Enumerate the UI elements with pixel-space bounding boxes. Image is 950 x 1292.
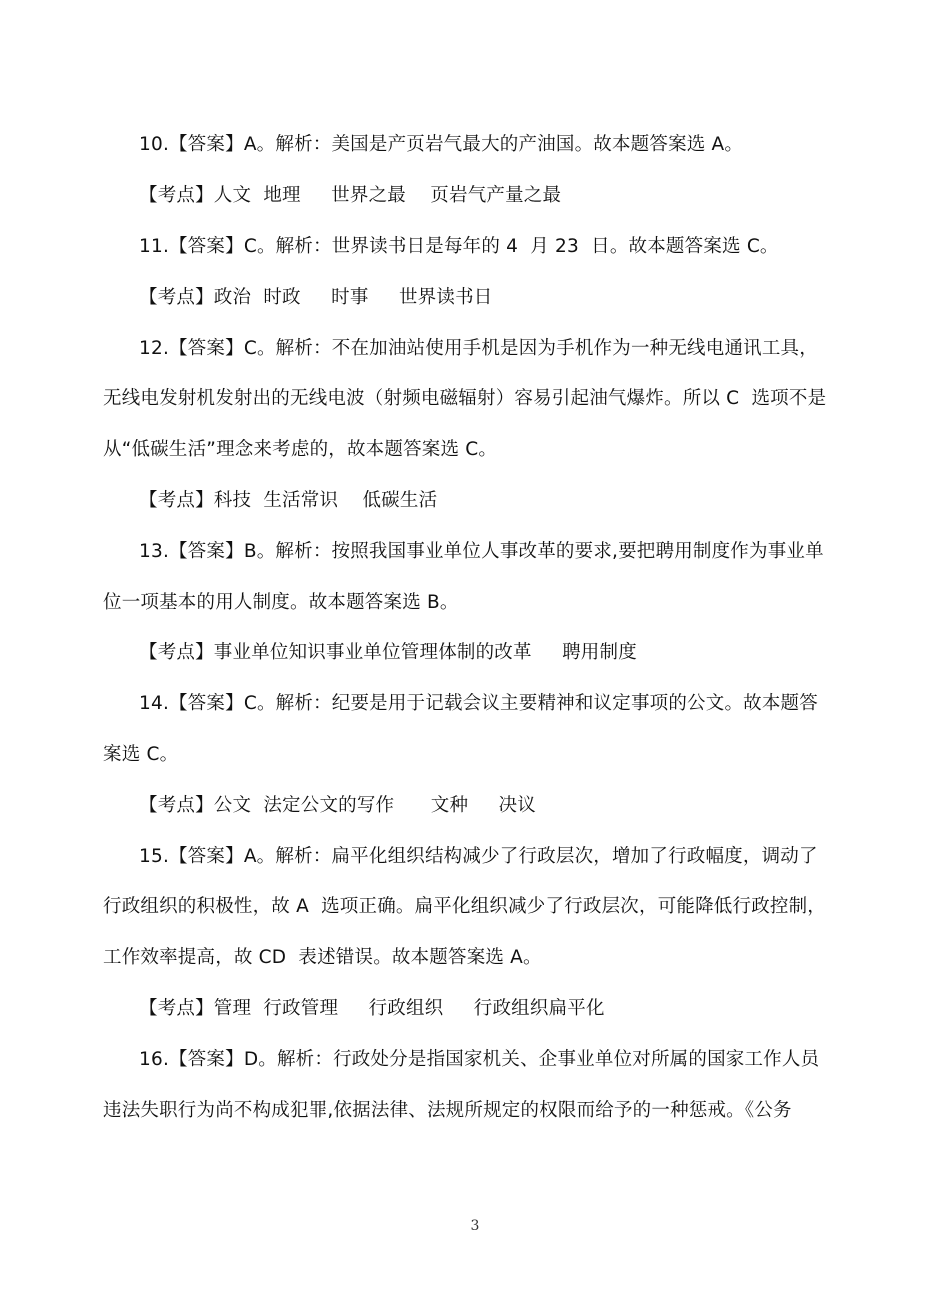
answer-13-line-1: 13.【答案】B。解析：按照我国事业单位人事改革的要求,要把聘用制度作为事业单 <box>139 541 824 562</box>
answer-15-line-3: 工作效率提高，故 CD 表述错误。故本题答案选 A。 <box>103 947 542 968</box>
keypoint-15-line: 【考点】管理 行政管理 行政组织 行政组织扁平化 <box>139 998 605 1019</box>
answer-12-line-2: 无线电发射机发射出的无线电波（射频电磁辐射）容易引起油气爆炸。所以 C 选项不是 <box>103 388 827 409</box>
answer-14-line-2: 案选 C。 <box>103 744 179 765</box>
keypoint-10-line: 【考点】人文 地理 世界之最 页岩气产量之最 <box>139 185 562 206</box>
keypoint-11-line: 【考点】政治 时政 时事 世界读书日 <box>139 287 493 308</box>
answer-13-line-2: 位一项基本的用人制度。故本题答案选 B。 <box>103 592 459 613</box>
page-number: 3 <box>470 1218 480 1234</box>
keypoint-13-line: 【考点】事业单位知识事业单位管理体制的改革 聘用制度 <box>139 642 637 663</box>
answer-15-line-1: 15.【答案】A。解析：扁平化组织结构减少了行政层次，增加了行政幅度，调动了 <box>139 846 818 867</box>
keypoint-12-line: 【考点】科技 生活常识 低碳生活 <box>139 490 438 511</box>
answer-12-line-1: 12.【答案】C。解析：不在加油站使用手机是因为手机作为一种无线电通讯工具， <box>139 338 818 359</box>
keypoint-14-line: 【考点】公文 法定公文的写作 文种 决议 <box>139 795 536 816</box>
answer-15-line-2: 行政组织的积极性，故 A 选项正确。扁平化组织减少了行政层次，可能降低行政控制， <box>103 896 827 917</box>
answer-11-line: 11.【答案】C。解析：世界读书日是每年的 4 月 23 日。故本题答案选 C。 <box>139 236 779 257</box>
answer-10-line: 10.【答案】A。解析：美国是产页岩气最大的产油国。故本题答案选 A。 <box>139 134 744 155</box>
answer-16-line-1: 16.【答案】D。解析：行政处分是指国家机关、企事业单位对所属的国家工作人员 <box>139 1049 820 1070</box>
answer-16-line-2: 违法失职行为尚不构成犯罪,依据法律、法规所规定的权限而给予的一种惩戒。《公务 <box>103 1100 792 1121</box>
answer-12-line-3: 从“低碳生活”理念来考虑的，故本题答案选 C。 <box>103 439 498 460</box>
answer-14-line-1: 14.【答案】C。解析：纪要是用于记载会议主要精神和议定事项的公文。故本题答 <box>139 693 818 714</box>
